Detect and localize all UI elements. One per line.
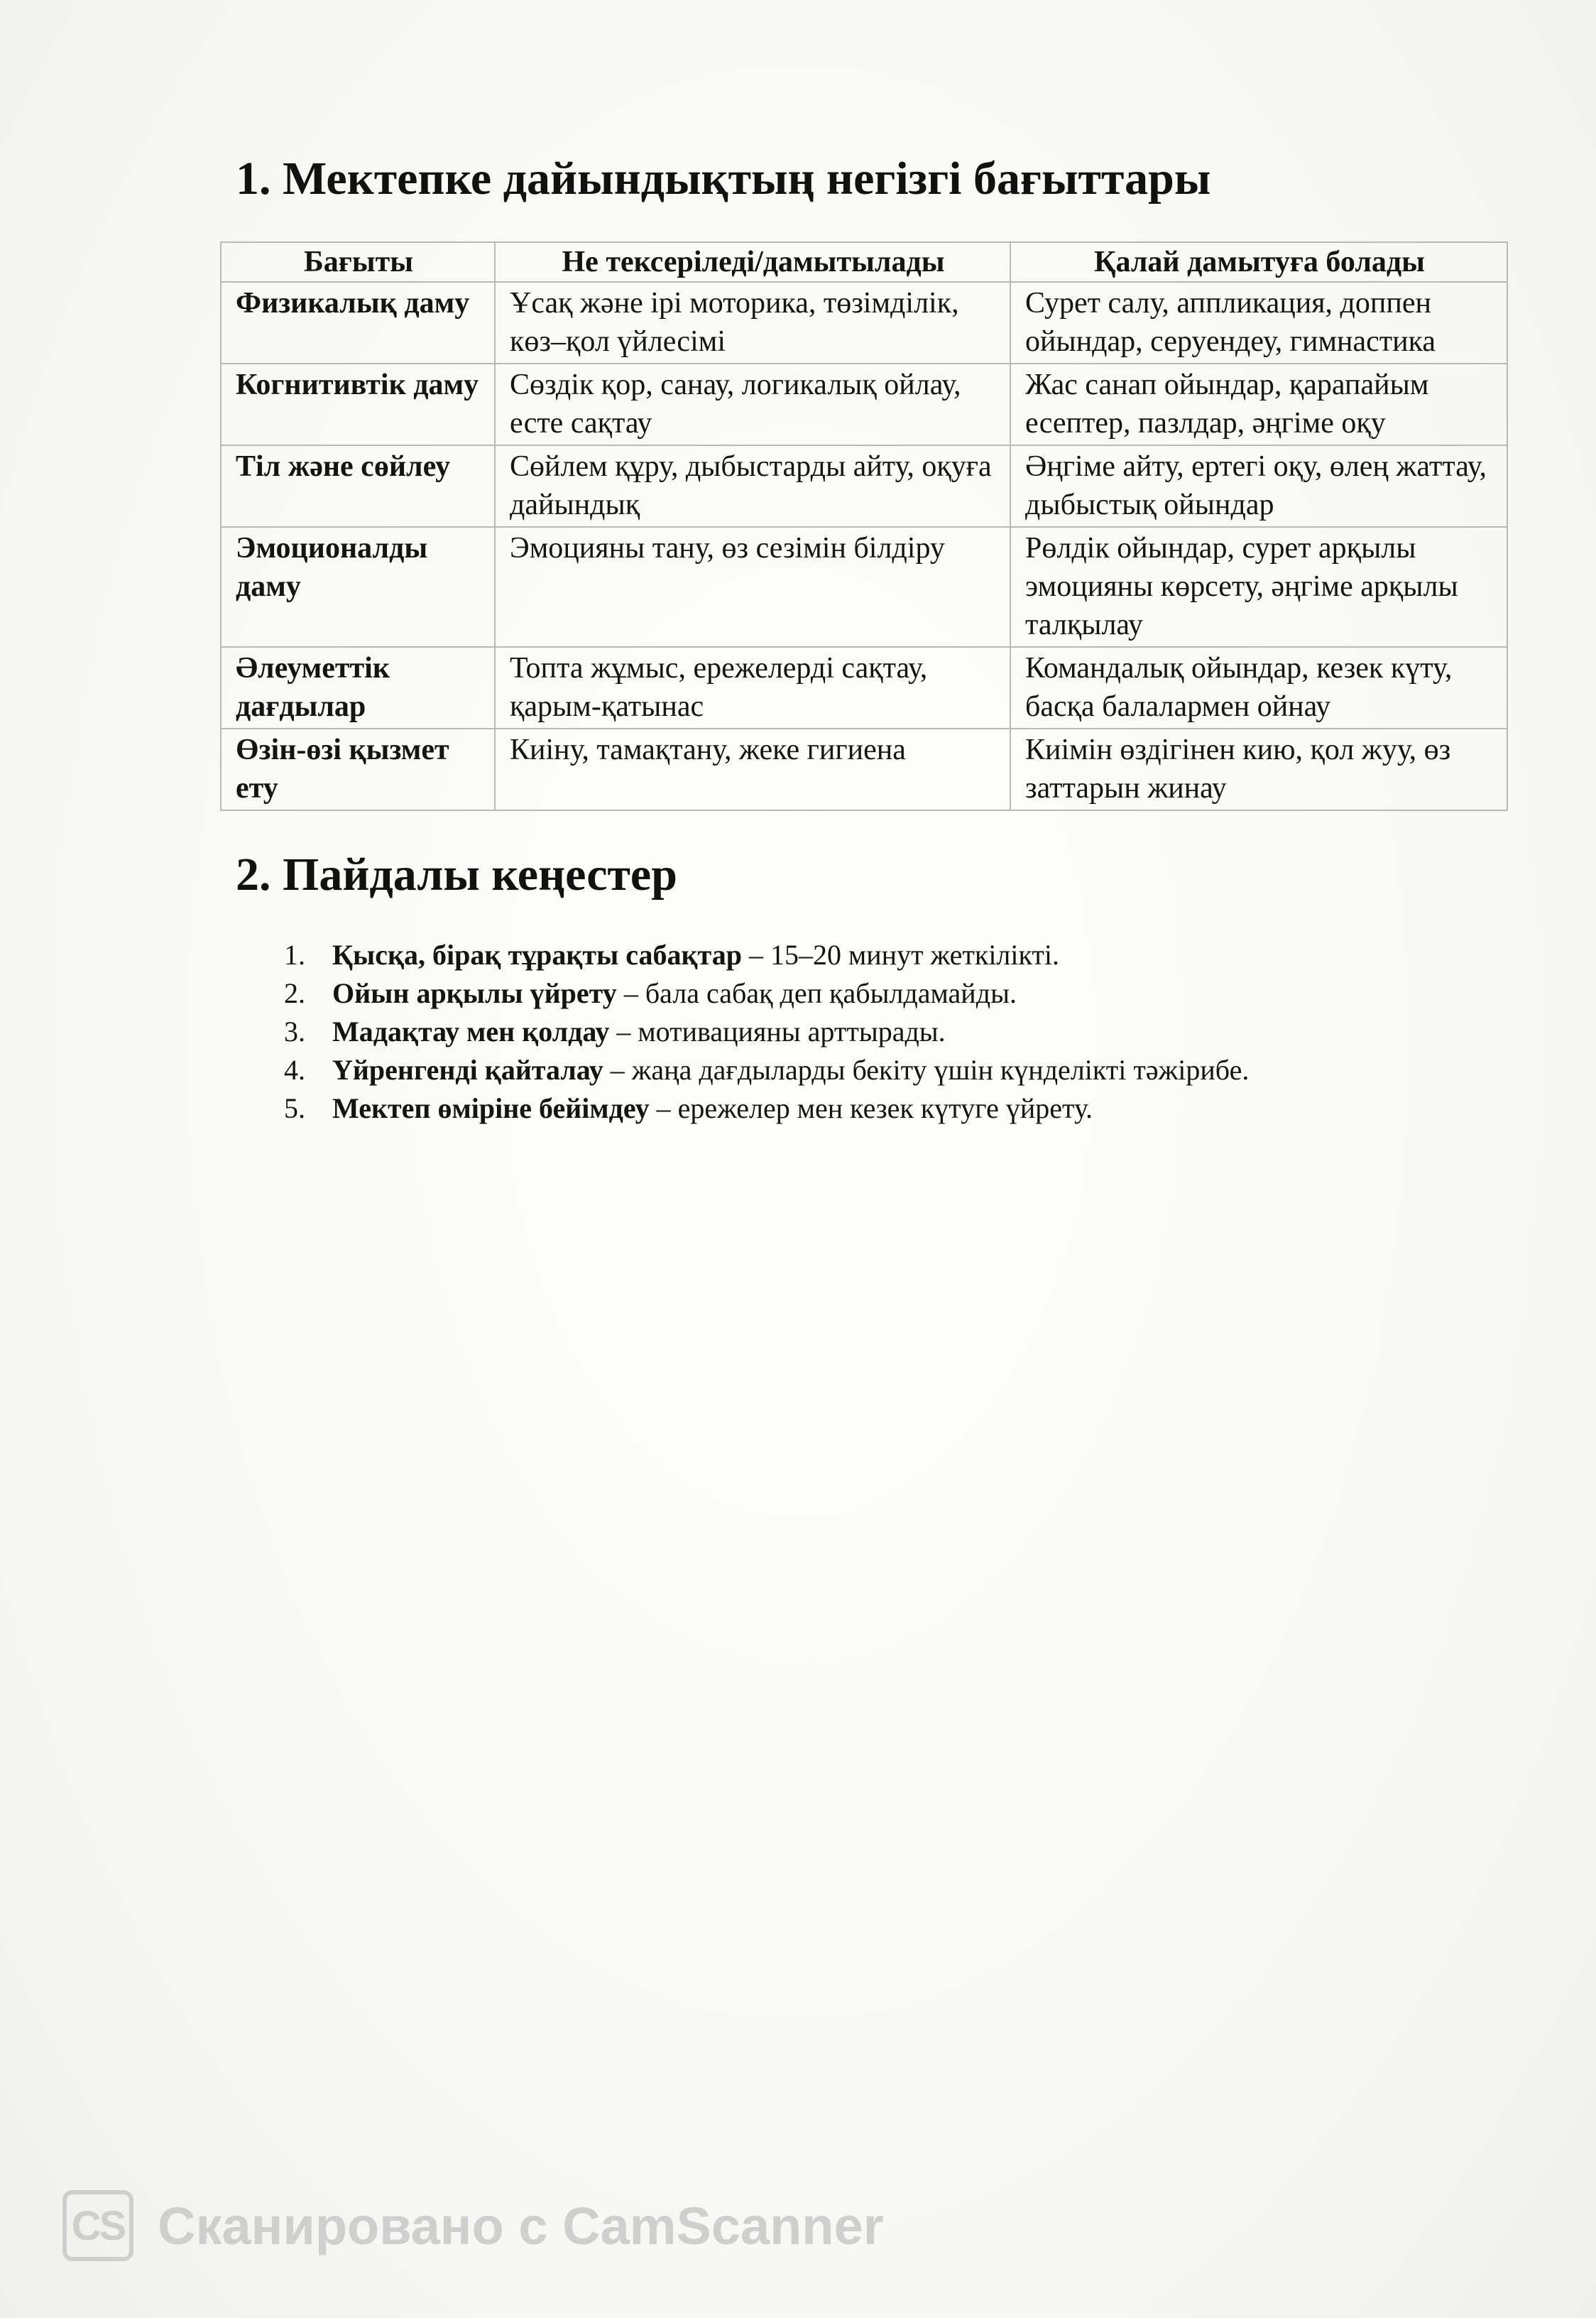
how-to-develop-cell: Сурет салу, аппликация, доппен ойындар, серуендеу, гимнастика <box>1010 282 1507 364</box>
how-to-develop-cell: Рөлдік ойындар, сурет арқылы эмоцияны көрсету, әңгіме арқылы талқылау <box>1010 527 1507 647</box>
how-to-develop-cell: Әңгіме айту, ертегі оқу, өлең жаттау, дыбыстық ойындар <box>1010 445 1507 527</box>
tip-text: – жаңа дағдыларды бекіту үшін күнделікті тәжірибе. <box>603 1054 1250 1086</box>
what-is-checked-cell: Сөйлем құру, дыбыстарды айту, оқуға дайындық <box>495 445 1010 527</box>
how-to-develop-cell: Киімін өздігінен кию, қол жуу, өз заттарын жинау <box>1010 729 1507 810</box>
list-item <box>284 1051 1491 1089</box>
section-2-title: 2. Пайдалы кеңестер <box>236 849 677 900</box>
column-header-direction: Бағыты <box>221 242 495 282</box>
list-item <box>284 1013 1491 1051</box>
table-row <box>221 282 1507 364</box>
column-header-what-is-checked: Не тексеріледі/дамытылады <box>495 242 1010 282</box>
list-item-number: 1. <box>284 939 305 971</box>
list-item <box>284 974 1491 1013</box>
list-item <box>284 1089 1491 1128</box>
table-header-row <box>221 242 1507 282</box>
tip-heading: Ойын арқылы үйрету <box>332 977 617 1009</box>
section-1-title: 1. Мектепке дайындықтың негізгі бағыттары <box>236 153 1211 205</box>
direction-cell: Тіл және сөйлеу <box>221 445 495 527</box>
how-to-develop-cell: Командалық ойындар, кезек күту, басқа балалармен ойнау <box>1010 647 1507 729</box>
direction-cell: Физикалық даму <box>221 282 495 364</box>
what-is-checked-cell: Эмоцияны тану, өз сезімін білдіру <box>495 527 1010 647</box>
list-item-number: 2. <box>284 977 305 1009</box>
tip-heading: Қысқа, бірақ тұрақты сабақтар <box>332 939 742 971</box>
table-row <box>221 647 1507 729</box>
useful-tips-list <box>284 936 1491 1128</box>
camscanner-watermark <box>62 2190 884 2261</box>
what-is-checked-cell: Ұсақ және ірі моторика, төзімділік, көз–қол үйлесімі <box>495 282 1010 364</box>
list-item-number: 3. <box>284 1016 305 1048</box>
direction-cell: Өзін-өзі қызмет ету <box>221 729 495 810</box>
direction-cell: Әлеуметтік дағдылар <box>221 647 495 729</box>
column-header-how-to-develop: Қалай дамытуға болады <box>1010 242 1507 282</box>
how-to-develop-cell: Жас санап ойындар, қарапайым есептер, пазлдар, әңгіме оқу <box>1010 364 1507 445</box>
what-is-checked-cell: Топта жұмыс, ережелерді сақтау, қарым-қатынас <box>495 647 1010 729</box>
camscanner-logo-icon: CS <box>62 2190 133 2261</box>
list-item-number: 5. <box>284 1092 305 1124</box>
table-row <box>221 445 1507 527</box>
table-row <box>221 729 1507 810</box>
direction-cell: Когнитивтік даму <box>221 364 495 445</box>
list-item-number: 4. <box>284 1054 305 1086</box>
what-is-checked-cell: Киіну, тамақтану, жеке гигиена <box>495 729 1010 810</box>
readiness-directions-table <box>220 241 1508 811</box>
table-row <box>221 364 1507 445</box>
list-item <box>284 936 1491 974</box>
tip-heading: Мектеп өміріне бейімдеу <box>332 1092 650 1124</box>
tip-text: – бала сабақ деп қабылдамайды. <box>616 977 1017 1009</box>
tip-text: – мотивацияны арттырады. <box>609 1016 946 1048</box>
direction-cell: Эмоционалды даму <box>221 527 495 647</box>
tip-text: – 15–20 минут жеткілікті. <box>741 939 1060 971</box>
tip-heading: Мадақтау мен қолдау <box>332 1016 610 1048</box>
tip-text: – ережелер мен кезек күтуге үйрету. <box>649 1092 1093 1124</box>
watermark-text: Сканировано с CamScanner <box>158 2196 884 2256</box>
table-row <box>221 527 1507 647</box>
tip-heading: Үйренгенді қайталау <box>332 1054 603 1086</box>
what-is-checked-cell: Сөздік қор, санау, логикалық ойлау, есте сақтау <box>495 364 1010 445</box>
